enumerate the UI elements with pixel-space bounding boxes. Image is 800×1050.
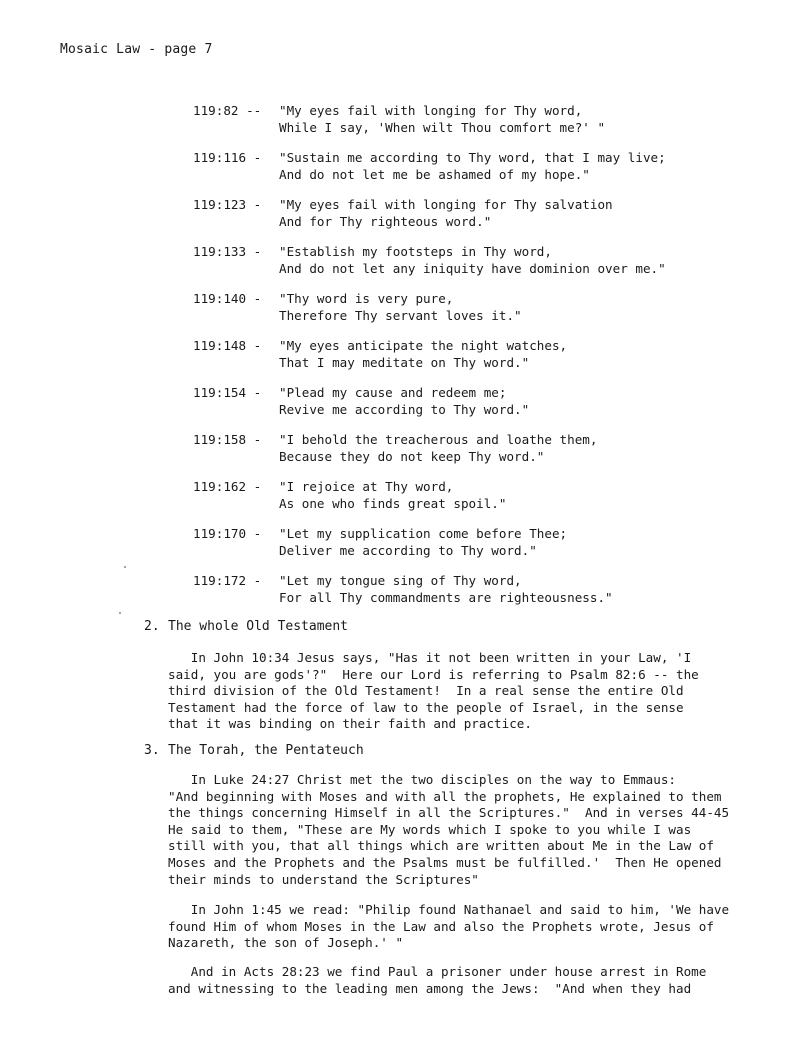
verse-line: "Establish my footsteps in Thy word, xyxy=(279,244,552,259)
verse-reference: 119:172 - xyxy=(193,573,262,588)
scan-speck xyxy=(124,566,126,568)
paragraph-line: In John 1:45 we read: "Philip found Nathanael and said to him, 'We have xyxy=(168,902,730,917)
paragraph-line: In Luke 24:27 Christ met the two disciples on the way to Emmaus: xyxy=(168,772,676,787)
verse-entry xyxy=(193,244,753,277)
verse-entry xyxy=(193,526,753,559)
section-heading-old-testament xyxy=(144,618,348,635)
verse-line: Therefore Thy servant loves it." xyxy=(279,307,522,323)
paragraph-line: found Him of whom Moses in the Law and also the Prophets wrote, Jesus of xyxy=(168,918,714,934)
paragraph xyxy=(168,772,748,888)
verse-entry xyxy=(193,197,753,230)
verse-reference: 119:154 - xyxy=(193,385,262,400)
page-header: Mosaic Law - page 7 xyxy=(60,42,213,57)
paragraph-line: He said to them, "These are My words which I spoke to you while I was xyxy=(168,821,692,837)
paragraph-line: still with you, that all things which are written about Me in the Law of xyxy=(168,838,714,854)
paragraph-line: In John 10:34 Jesus says, "Has it not been written in your Law, 'I xyxy=(168,650,692,665)
paragraph-line: Moses and the Prophets and the Psalms must be fulfilled.' Then He opened xyxy=(168,854,722,870)
paragraph-line: the things concerning Himself in all the Scriptures." And in verses 44-45 xyxy=(168,805,730,821)
verse-line: "Let my supplication come before Thee; xyxy=(279,526,568,541)
verse-line: "Thy word is very pure, xyxy=(279,291,454,306)
verse-entry xyxy=(193,291,753,324)
paragraph-line: third division of the Old Testament! In a real sense the entire Old xyxy=(168,683,684,699)
verse-line: "I behold the treacherous and loathe them, xyxy=(279,432,598,447)
verse-line: "My eyes anticipate the night watches, xyxy=(279,338,568,353)
paragraph-line: And in Acts 28:23 we find Paul a prisoner under house arrest in Rome xyxy=(168,964,707,979)
section-title: The whole Old Testament xyxy=(168,619,349,634)
verse-entry xyxy=(193,479,753,512)
verse-line: "My eyes fail with longing for Thy salvation xyxy=(279,197,613,212)
verse-reference: 119:162 - xyxy=(193,479,262,494)
verse-reference: 119:148 - xyxy=(193,338,262,353)
paragraph-line: that it was binding on their faith and practice. xyxy=(168,716,532,732)
section-number: 2. xyxy=(144,619,160,634)
verse-line: "Plead my cause and redeem me; xyxy=(279,385,507,400)
verse-entry xyxy=(193,103,753,136)
verse-entry xyxy=(193,385,753,418)
paragraph xyxy=(168,902,748,952)
paragraph-line: said, you are gods'?" Here our Lord is referring to Psalm 82:6 -- the xyxy=(168,666,699,682)
scan-speck xyxy=(119,612,121,614)
verse-line: "Sustain me according to Thy word, that I may live; xyxy=(279,150,666,165)
verse-reference: 119:123 - xyxy=(193,197,262,212)
verse-reference: 119:133 - xyxy=(193,244,262,259)
verse-reference: 119:158 - xyxy=(193,432,262,447)
verse-line: That I may meditate on Thy word." xyxy=(279,354,530,370)
verse-line: While I say, 'When wilt Thou comfort me?' " xyxy=(279,119,606,135)
section-title: The Torah, the Pentateuch xyxy=(168,743,364,758)
verse-line: Deliver me according to Thy word." xyxy=(279,542,537,558)
paragraph xyxy=(168,650,748,733)
verse-line: "My eyes fail with longing for Thy word, xyxy=(279,103,583,118)
verse-line: "Let my tongue sing of Thy word, xyxy=(279,573,522,588)
verse-line: And do not let me be ashamed of my hope." xyxy=(279,166,590,182)
paragraph-line: Nazareth, the son of Joseph.' " xyxy=(168,935,404,951)
verse-line: Revive me according to Thy word." xyxy=(279,401,530,417)
verse-reference: 119:116 - xyxy=(193,150,262,165)
paragraph-line: their minds to understand the Scriptures" xyxy=(168,871,479,887)
verse-line: Because they do not keep Thy word." xyxy=(279,448,545,464)
verse-entry xyxy=(193,573,753,606)
paragraph xyxy=(168,964,748,997)
verse-reference: 119:170 - xyxy=(193,526,262,541)
verse-reference: 119:82 -- xyxy=(193,103,262,118)
verse-line: As one who finds great spoil." xyxy=(279,495,507,511)
verse-line: For all Thy commandments are righteousness." xyxy=(279,589,613,605)
verse-entry xyxy=(193,338,753,371)
section-number: 3. xyxy=(144,743,160,758)
verse-entry xyxy=(193,432,753,465)
verse-entry xyxy=(193,150,753,183)
paragraph-line: "And beginning with Moses and with all the prophets, He explained to them xyxy=(168,788,722,804)
verse-line: And for Thy righteous word." xyxy=(279,213,492,229)
verse-line: And do not let any iniquity have dominion over me." xyxy=(279,260,666,276)
verse-list xyxy=(193,103,753,620)
paragraph-line: Testament had the force of law to the people of Israel, in the sense xyxy=(168,699,684,715)
section-heading-torah xyxy=(144,742,364,759)
verse-reference: 119:140 - xyxy=(193,291,262,306)
paragraph-line: and witnessing to the leading men among the Jews: "And when they had xyxy=(168,980,692,996)
verse-line: "I rejoice at Thy word, xyxy=(279,479,454,494)
